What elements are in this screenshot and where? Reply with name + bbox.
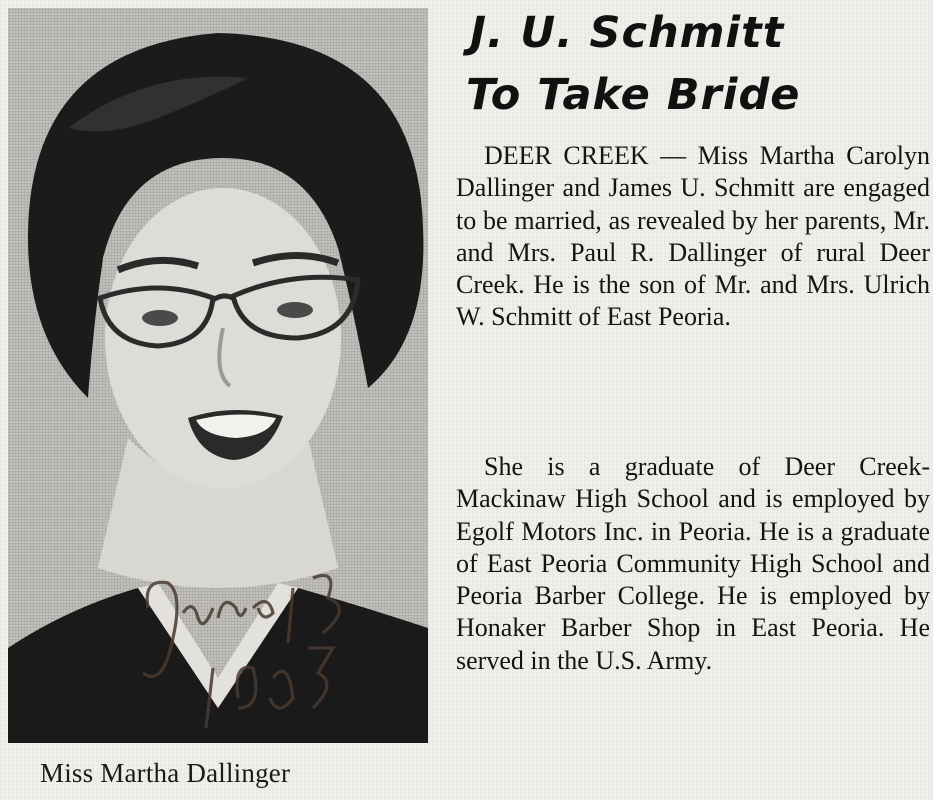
paragraph-text: DEER CREEK — Miss Martha Carolyn Dallinger and James U. Schmitt are engaged to be married, as revealed by her parents, Mr. and Mrs. Paul R. Dallinger of rural Deer Creek. He is the son of Mr. and Mrs. Ulrich W. Schmitt of East Peoria. [456,141,930,332]
photo-caption: Miss Martha Dallinger [40,758,291,788]
paragraph-text: She is a graduate of Deer Creek-Mackinaw High School and is employed by Egolf Motors Inc. in Peoria. He is a graduate of East Peoria Community High School and Peoria Barber College. He is employed by Honaker Barber Shop in East Peoria. He served in the U.S. Army. [456,452,930,675]
article-paragraph-2 [456,451,930,677]
headline-line-2: To Take Bride [466,70,801,120]
article-paragraph-1 [456,140,930,334]
portrait-illustration [8,8,428,743]
headline-line-1: J. U. Schmitt [470,8,785,58]
portrait-photo [8,8,428,743]
